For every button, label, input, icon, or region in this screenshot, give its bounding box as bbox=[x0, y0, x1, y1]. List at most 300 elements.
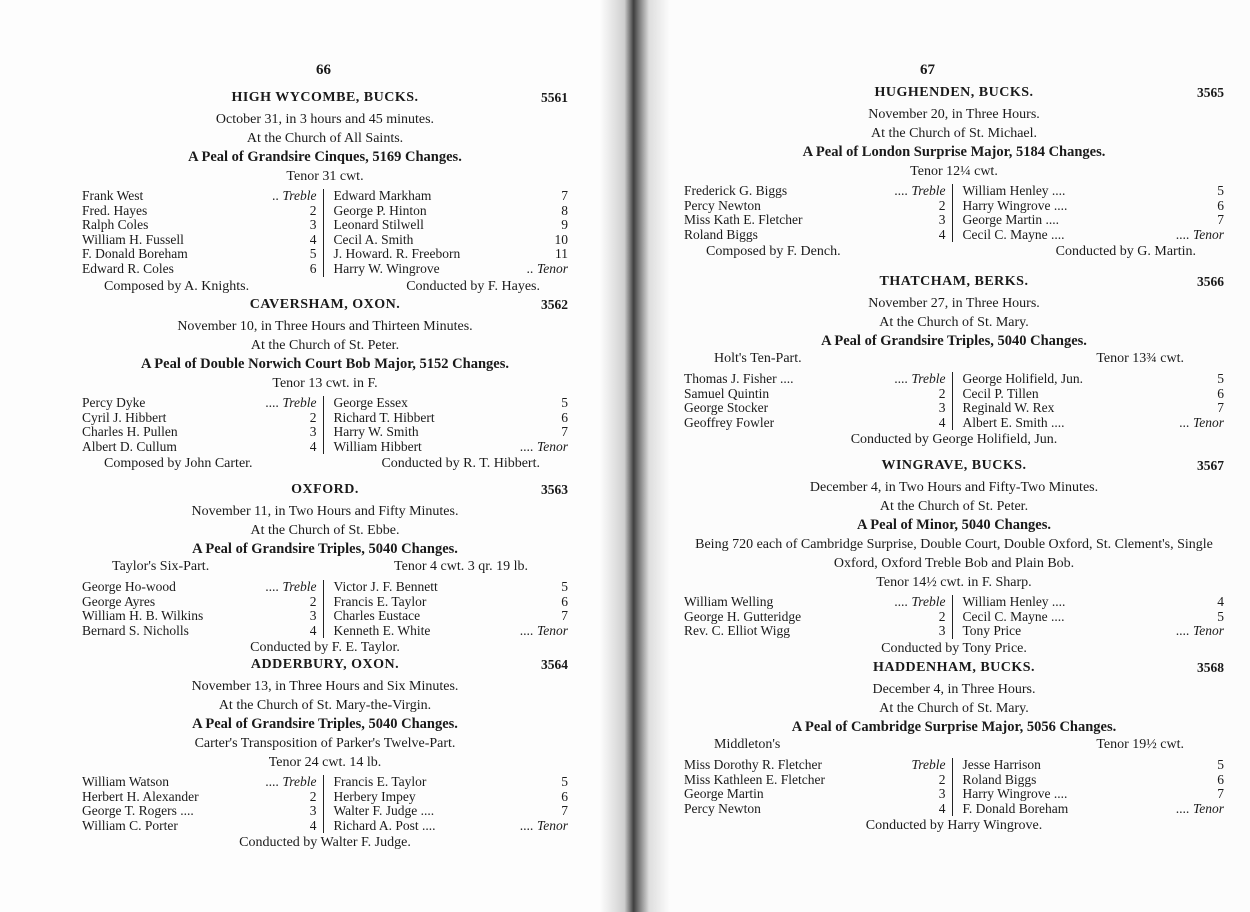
bell-position: .... Tenor bbox=[520, 438, 568, 454]
ringer-row bbox=[684, 401, 946, 416]
ringer-name: Percy Dyke bbox=[82, 395, 146, 410]
bell-position: 2 bbox=[938, 385, 946, 401]
ringer-row bbox=[334, 819, 569, 834]
bell-position: 7 bbox=[561, 803, 568, 819]
ringer-name: Herbery Impey bbox=[333, 788, 416, 804]
peal-title: A Peal of Grandsire Triples, 5040 Changes. bbox=[192, 541, 458, 557]
ringer-name: Frederick G. Biggs bbox=[684, 183, 788, 198]
bell-position: 2 bbox=[309, 593, 317, 609]
peal-detail-line: At the Church of St. Mary. bbox=[879, 315, 1029, 330]
ringer-row bbox=[334, 204, 569, 219]
ringer-row bbox=[963, 228, 1225, 243]
ringer-name: Harry Wingrove .... bbox=[962, 197, 1068, 213]
bell-position: 2 bbox=[938, 771, 946, 787]
ringers-table bbox=[82, 396, 568, 454]
tenor-line bbox=[684, 737, 1224, 755]
ringers-column-left bbox=[82, 189, 324, 277]
ringer-name: F. Donald Boreham bbox=[962, 800, 1069, 816]
ringer-name: George Ayres bbox=[82, 593, 156, 609]
peal-record bbox=[82, 482, 568, 658]
bell-position: 5 bbox=[1217, 183, 1224, 198]
conducted-by: Conducted by Walter F. Judge. bbox=[239, 835, 411, 851]
ringers-column-left bbox=[82, 580, 324, 638]
composed-by: Composed by A. Knights. bbox=[104, 278, 250, 294]
ringer-row bbox=[684, 213, 946, 228]
ringer-row bbox=[684, 199, 946, 214]
ringer-name: William C. Porter bbox=[82, 817, 178, 833]
ringers-column-right bbox=[953, 758, 1225, 816]
peal-title: A Peal of Grandsire Triples, 5040 Changes. bbox=[192, 716, 458, 732]
ringer-row bbox=[684, 416, 946, 431]
ringer-name: William Welling bbox=[684, 594, 774, 609]
bell-position: Treble bbox=[911, 757, 946, 772]
peal-header bbox=[684, 85, 1224, 105]
ringer-name: Roland Biggs bbox=[684, 226, 758, 242]
ringers-column-left bbox=[684, 184, 953, 242]
ringer-name: Reginald W. Rex bbox=[962, 400, 1055, 416]
ringers-column-right bbox=[324, 189, 569, 277]
peal-location: WINGRAVE, BUCKS. bbox=[881, 458, 1027, 473]
bell-position: 3 bbox=[938, 400, 946, 416]
bell-position: 5 bbox=[561, 395, 568, 410]
ringer-name: William Henley .... bbox=[962, 594, 1066, 609]
bell-position: 4 bbox=[938, 800, 946, 816]
ringers-column-right bbox=[324, 396, 569, 454]
bell-position: 6 bbox=[561, 788, 568, 804]
ringer-name: Ralph Coles bbox=[82, 217, 149, 233]
ringer-name: Leonard Stilwell bbox=[333, 217, 424, 233]
peal-number: 5561 bbox=[541, 90, 568, 105]
peal-header bbox=[82, 482, 568, 502]
ringer-row bbox=[82, 262, 317, 277]
peal-header bbox=[82, 657, 568, 677]
ringer-name: F. Donald Boreham bbox=[82, 246, 188, 262]
peal-detail-line: November 27, in Three Hours. bbox=[868, 296, 1040, 311]
bell-position: 4 bbox=[938, 414, 946, 430]
ringer-name: George Martin bbox=[684, 786, 764, 802]
peal-title: A Peal of London Surprise Major, 5184 Changes. bbox=[802, 144, 1106, 160]
ringer-name: George Essex bbox=[333, 395, 408, 410]
ringer-row bbox=[82, 595, 317, 610]
peal-header bbox=[684, 660, 1224, 680]
peal-footer bbox=[82, 456, 568, 474]
peal-title: A Peal of Minor, 5040 Changes. bbox=[856, 517, 1051, 533]
bell-position: 2 bbox=[938, 197, 946, 213]
bell-position: 7 bbox=[561, 608, 568, 624]
ringer-row bbox=[82, 411, 317, 426]
bell-position: 5 bbox=[1217, 371, 1224, 386]
ringers-table bbox=[82, 775, 568, 833]
ringer-name: Bernard S. Nicholls bbox=[82, 622, 189, 638]
ringer-row bbox=[334, 790, 569, 805]
bell-position: 2 bbox=[309, 409, 317, 425]
bell-position: 3 bbox=[938, 623, 946, 639]
bell-position: 4 bbox=[1217, 594, 1224, 609]
peal-title: A Peal of Grandsire Cinques, 5169 Changes. bbox=[188, 149, 462, 165]
ringer-row bbox=[963, 624, 1225, 639]
ringer-name: George Martin .... bbox=[962, 212, 1059, 228]
bell-position: 2 bbox=[309, 202, 317, 218]
bell-position: 10 bbox=[554, 231, 568, 247]
ringer-row bbox=[82, 204, 317, 219]
peal-detail-line: November 13, in Three Hours and Six Minutes. bbox=[191, 679, 459, 694]
bell-position: .... Tenor bbox=[520, 622, 568, 638]
tenor-line bbox=[82, 559, 568, 577]
tenor-weight: Tenor 19½ cwt. bbox=[1096, 737, 1184, 752]
bell-position: 4 bbox=[309, 438, 317, 454]
ringer-row bbox=[334, 580, 569, 595]
ringer-row bbox=[684, 758, 946, 773]
ringer-row bbox=[963, 758, 1225, 773]
ringer-name: George H. Gutteridge bbox=[684, 608, 802, 624]
peal-detail-line: November 11, in Two Hours and Fifty Minutes. bbox=[191, 504, 459, 519]
ringer-row bbox=[334, 396, 569, 411]
ringer-name: Harry Wingrove .... bbox=[962, 786, 1068, 802]
bell-position: ... Tenor bbox=[1179, 414, 1224, 430]
peal-number: 3568 bbox=[1197, 660, 1224, 675]
ringer-name: William Watson bbox=[82, 774, 169, 789]
bell-position: 3 bbox=[938, 786, 946, 802]
ringer-row bbox=[82, 804, 317, 819]
bell-position: 6 bbox=[1217, 771, 1224, 787]
ringers-column-left bbox=[82, 775, 324, 833]
bell-position: 3 bbox=[309, 803, 317, 819]
bell-position: 5 bbox=[561, 774, 568, 789]
ringer-name: Richard A. Post .... bbox=[333, 817, 436, 833]
ringer-name: Miss Dorothy R. Fletcher bbox=[684, 757, 822, 772]
bell-position: 6 bbox=[561, 593, 568, 609]
ringer-name: Cecil A. Smith bbox=[333, 231, 414, 247]
ringer-row bbox=[334, 804, 569, 819]
ringer-row bbox=[684, 228, 946, 243]
tenor-weight: Tenor 12¼ cwt. bbox=[910, 164, 998, 179]
conducted-by: Conducted by F. E. Taylor. bbox=[250, 640, 400, 656]
tenor-weight: Tenor 4 cwt. 3 qr. 19 lb. bbox=[394, 559, 528, 574]
conducted-by: Conducted by F. Hayes. bbox=[406, 278, 540, 294]
ringer-row bbox=[334, 624, 569, 639]
ringer-name: Jesse Harrison bbox=[962, 757, 1041, 772]
ringer-row bbox=[82, 425, 317, 440]
ringer-row bbox=[963, 372, 1225, 387]
ringer-row bbox=[334, 262, 569, 277]
bell-position: 4 bbox=[309, 622, 317, 638]
bell-position: 5 bbox=[561, 579, 568, 594]
peal-title: A Peal of Double Norwich Court Bob Major, 5152 Changes. bbox=[140, 356, 509, 372]
ringers-table bbox=[684, 372, 1224, 430]
ringer-name: William Hibbert bbox=[333, 438, 422, 454]
ringer-name: Geoffrey Fowler bbox=[684, 414, 775, 430]
ringer-row bbox=[82, 247, 317, 262]
bell-position: 4 bbox=[309, 231, 317, 247]
ringer-name: Cecil C. Mayne .... bbox=[962, 226, 1065, 242]
ringer-row bbox=[684, 372, 946, 387]
peal-number: 3562 bbox=[541, 297, 568, 312]
peal-detail-line: At the Church of St. Mary-the-Virgin. bbox=[218, 698, 432, 713]
peal-header bbox=[684, 458, 1224, 478]
peal-detail-line: November 20, in Three Hours. bbox=[868, 107, 1040, 122]
ringers-column-left bbox=[684, 595, 953, 639]
ringer-name: Rev. C. Elliot Wigg bbox=[684, 623, 790, 639]
ringer-row bbox=[82, 775, 317, 790]
bell-position: .. Tenor bbox=[526, 260, 568, 276]
peal-title: A Peal of Cambridge Surprise Major, 5056 Changes. bbox=[791, 719, 1117, 735]
bell-position: .... Treble bbox=[894, 371, 946, 386]
ringer-row bbox=[684, 773, 946, 788]
peal-detail-line: At the Church of St. Michael. bbox=[870, 126, 1038, 141]
peal-detail-line: At the Church of St. Peter. bbox=[879, 499, 1029, 514]
tenor-weight: Tenor 14½ cwt. in F. Sharp. bbox=[876, 575, 1032, 590]
ringer-row bbox=[963, 199, 1225, 214]
peal-detail-line: At the Church of St. Mary. bbox=[879, 701, 1029, 716]
ringer-name: Samuel Quintin bbox=[684, 385, 770, 401]
ringer-name: Walter F. Judge .... bbox=[333, 803, 435, 819]
ringer-row bbox=[82, 580, 317, 595]
peal-number: 3566 bbox=[1197, 274, 1224, 289]
ringer-name: Victor J. F. Bennett bbox=[333, 579, 438, 594]
bell-position: 11 bbox=[555, 246, 568, 262]
peal-location: ADDERBURY, OXON. bbox=[250, 657, 400, 672]
bell-position: 3 bbox=[309, 217, 317, 233]
ringer-row bbox=[334, 218, 569, 233]
ringer-row bbox=[684, 184, 946, 199]
page-number: 66 bbox=[316, 62, 331, 78]
peal-location: HIGH WYCOMBE, BUCKS. bbox=[231, 90, 419, 105]
ringers-column-left bbox=[82, 396, 324, 454]
peal-location: HUGHENDEN, BUCKS. bbox=[874, 85, 1034, 100]
peal-subtitle: Being 720 each of Cambridge Surprise, Double Court, Double Oxford, St. Clement's, Single Oxford, Oxford Treble Bob and Plain Bob. bbox=[695, 537, 1213, 571]
ringer-row bbox=[684, 787, 946, 802]
bell-position: 4 bbox=[938, 226, 946, 242]
ringer-row bbox=[684, 595, 946, 610]
peal-location: CAVERSHAM, OXON. bbox=[249, 297, 401, 312]
ringer-name: William Henley .... bbox=[962, 183, 1066, 198]
peal-number: 3563 bbox=[541, 482, 568, 497]
ringer-name: Albert D. Cullum bbox=[82, 438, 177, 454]
ringer-row bbox=[963, 610, 1225, 625]
bell-position: 6 bbox=[309, 260, 317, 276]
ringer-row bbox=[684, 802, 946, 817]
peal-header bbox=[684, 274, 1224, 294]
ringer-name: J. Howard. R. Freeborn bbox=[333, 246, 461, 262]
ringer-name: George Ho-wood bbox=[82, 579, 176, 594]
peal-detail-line: November 10, in Three Hours and Thirteen Minutes. bbox=[177, 319, 473, 334]
bell-position: 7 bbox=[1217, 400, 1224, 416]
bell-position: .... Treble bbox=[894, 594, 946, 609]
tenor-weight: Tenor 31 cwt. bbox=[286, 169, 364, 184]
peal-detail-line: At the Church of All Saints. bbox=[246, 131, 404, 146]
bell-position: 4 bbox=[309, 817, 317, 833]
peal-detail-line: At the Church of St. Peter. bbox=[250, 338, 400, 353]
peal-record bbox=[82, 90, 568, 297]
ringer-row bbox=[684, 387, 946, 402]
ringer-name: William H. Fussell bbox=[82, 231, 184, 247]
peal-record bbox=[684, 274, 1224, 450]
ringer-row bbox=[684, 610, 946, 625]
composition-name: Holt's Ten-Part. bbox=[714, 351, 802, 366]
ringer-row bbox=[82, 396, 317, 411]
ringer-name: Cyril J. Hibbert bbox=[82, 409, 167, 425]
ringers-table bbox=[82, 189, 568, 277]
ringers-table bbox=[82, 580, 568, 638]
ringer-name: Percy Newton bbox=[684, 800, 761, 816]
ringer-row bbox=[963, 387, 1225, 402]
tenor-weight: Tenor 13¾ cwt. bbox=[1096, 351, 1184, 366]
ringer-name: Percy Newton bbox=[684, 197, 761, 213]
ringers-table bbox=[684, 758, 1224, 816]
peal-location: HADDENHAM, BUCKS. bbox=[872, 660, 1036, 675]
bell-position: 7 bbox=[1217, 786, 1224, 802]
ringer-row bbox=[82, 624, 317, 639]
ringer-row bbox=[82, 790, 317, 805]
ringers-column-right bbox=[953, 372, 1225, 430]
ringer-row bbox=[963, 184, 1225, 199]
composed-by: Composed by F. Dench. bbox=[706, 244, 841, 260]
ringer-row bbox=[963, 595, 1225, 610]
ringer-row bbox=[334, 425, 569, 440]
ringer-row bbox=[334, 189, 569, 204]
ringer-name: Francis E. Taylor bbox=[333, 593, 427, 609]
bell-position: 6 bbox=[1217, 385, 1224, 401]
ringer-row bbox=[82, 218, 317, 233]
ringers-column-right bbox=[324, 775, 569, 833]
ringers-table bbox=[684, 595, 1224, 639]
bell-position: .... Tenor bbox=[520, 817, 568, 833]
peal-record bbox=[684, 660, 1224, 836]
ringer-name: Edward R. Coles bbox=[82, 260, 174, 276]
ringers-column-left bbox=[684, 372, 953, 430]
ringer-row bbox=[82, 189, 317, 204]
ringer-row bbox=[963, 773, 1225, 788]
ringer-name: Charles H. Pullen bbox=[82, 424, 178, 440]
ringer-name: Albert E. Smith .... bbox=[962, 414, 1065, 430]
ringer-name: Tony Price bbox=[962, 623, 1022, 639]
peal-footer bbox=[684, 244, 1224, 262]
ringer-name: Miss Kathleen E. Fletcher bbox=[684, 771, 825, 787]
bell-position: .... Tenor bbox=[1176, 800, 1224, 816]
ringer-name: George Stocker bbox=[684, 400, 769, 416]
ringer-name: Harry W. Wingrove bbox=[333, 260, 440, 276]
ringer-row bbox=[963, 787, 1225, 802]
bell-position: 7 bbox=[561, 188, 568, 203]
conducted-by: Conducted by R. T. Hibbert. bbox=[381, 456, 540, 472]
bell-position: .... Tenor bbox=[1176, 623, 1224, 639]
peal-footer bbox=[82, 279, 568, 297]
bell-position: 7 bbox=[561, 424, 568, 440]
ringer-row bbox=[82, 609, 317, 624]
bell-position: 3 bbox=[309, 608, 317, 624]
ringer-row bbox=[334, 609, 569, 624]
ringer-row bbox=[82, 819, 317, 834]
ringer-name: Frank West bbox=[82, 188, 144, 203]
composed-by: Composed by John Carter. bbox=[104, 456, 253, 472]
ringer-name: Edward Markham bbox=[333, 188, 432, 203]
ringers-column-right bbox=[953, 595, 1225, 639]
composition-name: Middleton's bbox=[714, 737, 781, 752]
peal-title: A Peal of Grandsire Triples, 5040 Changes. bbox=[821, 333, 1087, 349]
bell-position: .... Treble bbox=[265, 395, 317, 410]
ringer-name: Fred. Hayes bbox=[82, 202, 148, 218]
peal-detail-line: December 4, in Two Hours and Fifty-Two Minutes. bbox=[809, 480, 1099, 495]
peal-header bbox=[82, 90, 568, 110]
ringer-row bbox=[963, 416, 1225, 431]
ringers-table bbox=[684, 184, 1224, 242]
bell-position: 6 bbox=[1217, 197, 1224, 213]
peal-location: THATCHAM, BERKS. bbox=[879, 274, 1029, 289]
ringer-name: Thomas J. Fisher .... bbox=[684, 371, 794, 386]
peal-detail-line: October 31, in 3 hours and 45 minutes. bbox=[215, 112, 435, 127]
ringer-row bbox=[334, 775, 569, 790]
ringer-row bbox=[82, 440, 317, 455]
ringer-name: Cecil P. Tillen bbox=[962, 385, 1039, 401]
ringer-row bbox=[334, 247, 569, 262]
bell-position: 7 bbox=[1217, 212, 1224, 228]
tenor-line bbox=[684, 351, 1224, 369]
composition-name: Taylor's Six-Part. bbox=[112, 559, 210, 574]
tenor-weight: Tenor 24 cwt. 14 lb. bbox=[268, 755, 382, 770]
bell-position: 3 bbox=[938, 212, 946, 228]
ringers-column-right bbox=[324, 580, 569, 638]
peal-number: 3567 bbox=[1197, 458, 1224, 473]
ringer-name: George T. Rogers .... bbox=[82, 803, 194, 819]
bell-position: .... Treble bbox=[894, 183, 946, 198]
ringer-name: Kenneth E. White bbox=[333, 622, 431, 638]
peal-record bbox=[684, 458, 1224, 659]
peal-location: OXFORD. bbox=[291, 482, 359, 497]
conducted-by: Conducted by George Holifield, Jun. bbox=[850, 432, 1058, 448]
bell-position: .. Treble bbox=[272, 188, 317, 203]
bell-position: 5 bbox=[1217, 757, 1224, 772]
ringers-column-right bbox=[953, 184, 1225, 242]
ringer-row bbox=[334, 440, 569, 455]
ringer-name: Cecil C. Mayne .... bbox=[962, 608, 1065, 624]
bell-position: .... Treble bbox=[265, 579, 317, 594]
ringer-row bbox=[684, 624, 946, 639]
peal-record bbox=[82, 297, 568, 474]
ringer-name: William H. B. Wilkins bbox=[82, 608, 204, 624]
right-page bbox=[632, 0, 1250, 912]
peal-detail-line: December 4, in Three Hours. bbox=[872, 682, 1036, 697]
peal-record bbox=[684, 85, 1224, 262]
ringer-name: Harry W. Smith bbox=[333, 424, 419, 440]
bell-position: 5 bbox=[309, 246, 317, 262]
bell-position: 2 bbox=[309, 788, 317, 804]
ringers-column-left bbox=[684, 758, 953, 816]
ringer-name: Roland Biggs bbox=[962, 771, 1037, 787]
ringer-row bbox=[963, 401, 1225, 416]
peal-number: 3564 bbox=[541, 657, 568, 672]
conducted-by: Conducted by G. Martin. bbox=[1055, 244, 1196, 260]
conducted-by: Conducted by Tony Price. bbox=[881, 640, 1027, 656]
conducted-by: Conducted by Harry Wingrove. bbox=[865, 818, 1043, 834]
ringer-row bbox=[963, 802, 1225, 817]
ringer-name: George P. Hinton bbox=[333, 202, 427, 218]
ringer-row bbox=[334, 595, 569, 610]
peal-header bbox=[82, 297, 568, 317]
bell-position: .... Treble bbox=[265, 774, 317, 789]
ringer-name: Miss Kath E. Fletcher bbox=[684, 212, 803, 228]
ringer-name: Herbert H. Alexander bbox=[82, 788, 199, 804]
ringer-name: Richard T. Hibbert bbox=[333, 409, 435, 425]
peal-detail-line: At the Church of St. Ebbe. bbox=[250, 523, 400, 538]
ringer-row bbox=[963, 213, 1225, 228]
ringer-name: George Holifield, Jun. bbox=[962, 371, 1083, 386]
bell-position: 8 bbox=[561, 202, 568, 218]
bell-position: .... Tenor bbox=[1176, 226, 1224, 242]
bell-position: 9 bbox=[561, 217, 568, 233]
page-number: 67 bbox=[920, 62, 935, 78]
ringer-row bbox=[334, 233, 569, 248]
ringer-row bbox=[334, 411, 569, 426]
